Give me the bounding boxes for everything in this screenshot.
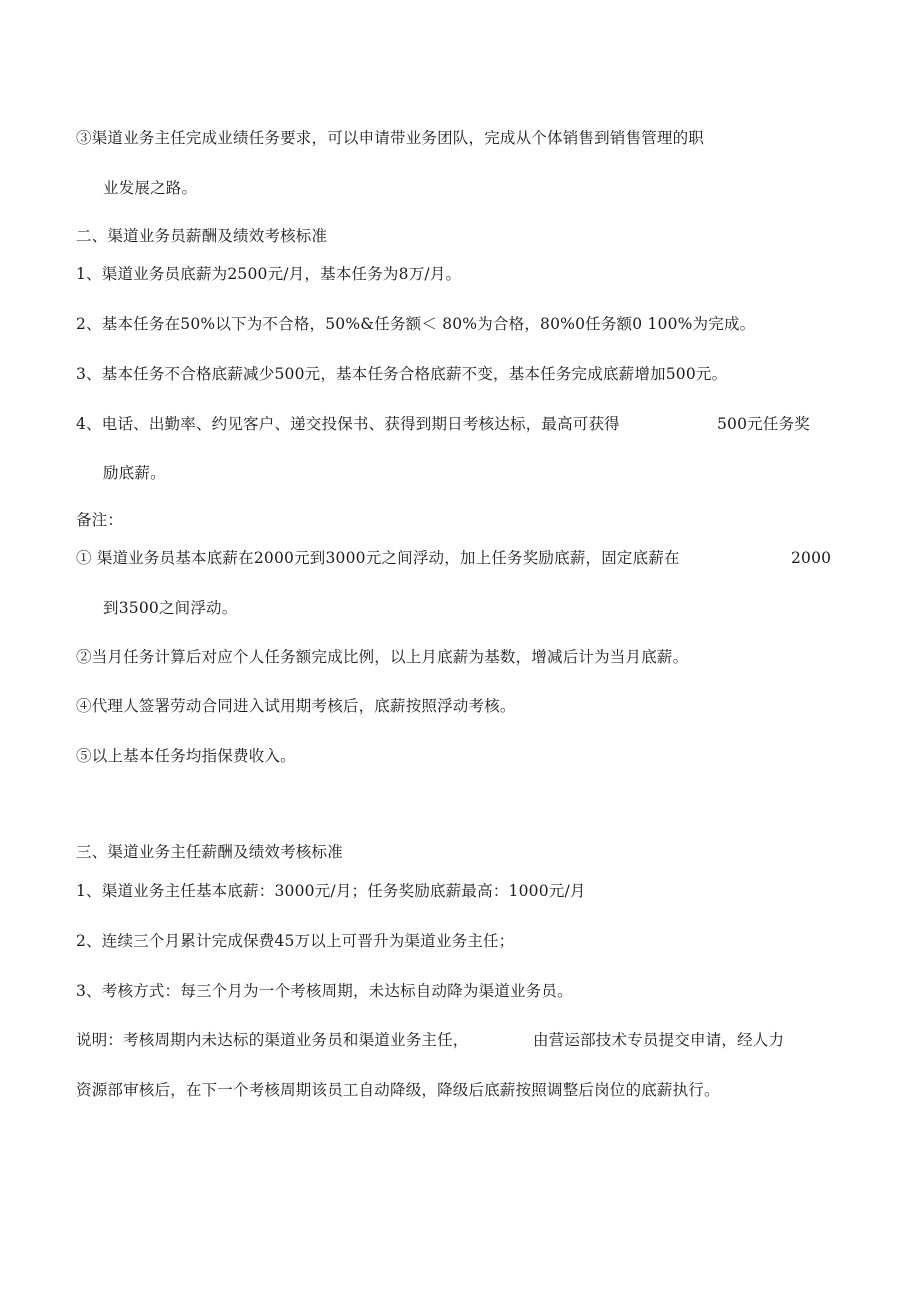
section2-item-2: 2、基本任务在50%以下为不合格，50%&任务额＜ 80%为合格，80%0任务额0 100%为完成。 (76, 315, 756, 333)
section3-heading: 三、渠道业务主任薪酬及绩效考核标准 (76, 843, 343, 861)
note-1-line-1: ① 渠道业务员基本底薪在2000元到3000元之间浮动，加上任务奖励底薪，固定底薪在 (76, 549, 680, 567)
section2-item-4-line-2: 励底薪。 (103, 464, 166, 482)
section2-item-3: 3、基本任务不合格底薪减少500元，基本任务合格底薪不变，基本任务完成底薪增加500元。 (76, 365, 728, 383)
item3-line-1: ③渠道业务主任完成业绩任务要求，可以申请带业务团队，完成从个体销售到销售管理的职 (76, 129, 705, 147)
notes-label: 备注： (76, 511, 124, 529)
note-4: ④代理人签署劳动合同进入试用期考核后，底薪按照浮动考核。 (76, 697, 516, 715)
explanation-right-text: 由营运部技术专员提交申请，经人力 (533, 1031, 785, 1049)
section3-item-2: 2、连续三个月累计完成保费45万以上可晋升为渠道业务主任； (76, 932, 515, 950)
explanation-line-1: 说明：考核周期内未达标的渠道业务员和渠道业务主任， (76, 1031, 469, 1049)
explanation-line-2: 资源部审核后，在下一个考核周期该员工自动降级，降级后底薪按照调整后岗位的底薪执行。 (76, 1081, 720, 1099)
note-1-right-text: 2000 (791, 549, 832, 567)
section2-item-4-right-text: 500元任务奖 (717, 415, 810, 433)
item3-line-2: 业发展之路。 (103, 179, 198, 197)
section3-item-3: 3、考核方式：每三个月为一个考核周期，未达标自动降为渠道业务员。 (76, 982, 573, 1000)
note-2: ②当月任务计算后对应个人任务额完成比例，以上月底薪为基数，增减后计为当月底薪。 (76, 648, 689, 666)
note-5: ⑤以上基本任务均指保费收入。 (76, 747, 296, 765)
section2-heading: 二、渠道业务员薪酬及绩效考核标准 (76, 227, 328, 245)
section2-item-4-line-1: 4、电话、出勤率、约见客户、递交投保书、获得到期日考核达标，最高可获得 (76, 415, 620, 433)
section3-item-1: 1、渠道业务主任基本底薪：3000元/月；任务奖励底薪最高：1000元/月 (76, 882, 586, 900)
note-1-line-2: 到3500之间浮动。 (103, 599, 238, 617)
section2-item-1: 1、渠道业务员底薪为2500元/月，基本任务为8万/月。 (76, 265, 462, 283)
